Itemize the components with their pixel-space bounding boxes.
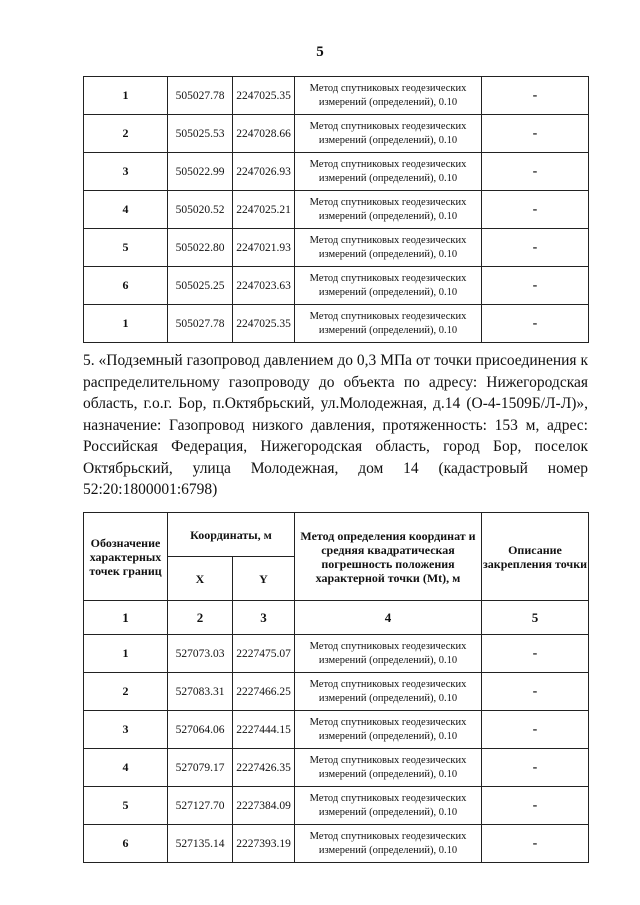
method-cell (295, 77, 482, 115)
point-description: - (482, 825, 589, 863)
table-row (84, 153, 589, 191)
method-line: Метод спутниковых геодезических (309, 120, 467, 132)
method-line: измерений (определений), 0.10 (318, 248, 458, 260)
method-line: измерений (определений), 0.10 (318, 654, 458, 666)
method-line: измерений (определений), 0.10 (318, 692, 458, 704)
coord-y: 2227384.09 (233, 787, 295, 825)
coord-x: 505025.25 (168, 267, 233, 305)
method-line: Метод спутниковых геодезических (309, 754, 467, 766)
coord-x: 527127.70 (168, 787, 233, 825)
coord-x: 527083.31 (168, 673, 233, 711)
coord-y: 2247028.66 (233, 115, 295, 153)
method-line: измерений (определений), 0.10 (318, 96, 458, 108)
point-number: 2 (84, 673, 168, 711)
method-cell (295, 787, 482, 825)
point-description: - (482, 115, 589, 153)
method-line: Метод спутниковых геодезических (309, 792, 467, 804)
header-description: Описание закрепления точки (482, 513, 589, 601)
point-number: 3 (84, 711, 168, 749)
method-cell (295, 191, 482, 229)
page-number: 5 (316, 44, 324, 60)
point-description: - (482, 229, 589, 267)
coord-y: 2227466.25 (233, 673, 295, 711)
coord-y: 2227475.07 (233, 635, 295, 673)
header-method: Метод определения координат и средняя квадратическая погрешность положения характерной точки (Mt), м (295, 513, 482, 601)
point-description: - (482, 305, 589, 343)
point-number: 3 (84, 153, 168, 191)
method-line: Метод спутниковых геодезических (309, 678, 467, 690)
point-description: - (482, 749, 589, 787)
method-line: измерений (определений), 0.10 (318, 172, 458, 184)
method-cell (295, 115, 482, 153)
point-number: 6 (84, 825, 168, 863)
method-line: Метод спутниковых геодезических (309, 272, 467, 284)
method-line: Метод спутниковых геодезических (309, 310, 467, 322)
table-row (84, 305, 589, 343)
point-description: - (482, 267, 589, 305)
coord-x: 505022.80 (168, 229, 233, 267)
coord-x: 527073.03 (168, 635, 233, 673)
coordinates-table-continued (83, 76, 589, 343)
coord-x: 527135.14 (168, 825, 233, 863)
table-row (84, 115, 589, 153)
coord-x: 505027.78 (168, 77, 233, 115)
point-number: 5 (84, 229, 168, 267)
coord-x: 505025.53 (168, 115, 233, 153)
coord-x: 527064.06 (168, 711, 233, 749)
coord-y: 2247023.63 (233, 267, 295, 305)
method-cell (295, 749, 482, 787)
method-cell (295, 635, 482, 673)
table-row (84, 673, 589, 711)
point-number: 1 (84, 305, 168, 343)
table-row (84, 749, 589, 787)
point-number: 5 (84, 787, 168, 825)
coord-y: 2227444.15 (233, 711, 295, 749)
section-5-description: 5. «Подземный газопровод давлением до 0,3 МПа от точки присоединения к распределительному газопроводу до объекта по адресу: Нижегородская область, г.о.г. Бор, п.Октябрьский, ул.Молодежная, д.14 (О-4-1509Б/Л-Л)», назначение: Газопровод низкого давления, протяженность: 153 м, адрес: Российская Федерация, Нижегородская область, город Бор, поселок Октябрьский, улица Молодежная, дом 14 (кадастровый номер 52:20:1800001:6798) (83, 352, 588, 498)
method-cell (295, 305, 482, 343)
header-coords: Координаты, м (168, 513, 295, 557)
column-number: 2 (168, 601, 233, 635)
point-number: 1 (84, 77, 168, 115)
coord-x: 527079.17 (168, 749, 233, 787)
header-y: Y (233, 557, 295, 601)
coord-y: 2227426.35 (233, 749, 295, 787)
method-line: измерений (определений), 0.10 (318, 210, 458, 222)
column-number: 4 (295, 601, 482, 635)
method-cell (295, 229, 482, 267)
method-line: измерений (определений), 0.10 (318, 768, 458, 780)
column-number: 3 (233, 601, 295, 635)
method-line: Метод спутниковых геодезических (309, 830, 467, 842)
column-number: 1 (84, 601, 168, 635)
header-point: Обозначение характерных точек границ (84, 513, 168, 601)
column-number: 5 (482, 601, 589, 635)
table-row (84, 711, 589, 749)
method-cell (295, 153, 482, 191)
method-line: измерений (определений), 0.10 (318, 730, 458, 742)
method-line: Метод спутниковых геодезических (309, 196, 467, 208)
point-description: - (482, 787, 589, 825)
point-description: - (482, 153, 589, 191)
method-line: измерений (определений), 0.10 (318, 844, 458, 856)
point-description: - (482, 77, 589, 115)
coord-x: 505020.52 (168, 191, 233, 229)
table-row (84, 229, 589, 267)
method-line: измерений (определений), 0.10 (318, 286, 458, 298)
method-cell (295, 267, 482, 305)
method-line: Метод спутниковых геодезических (309, 234, 467, 246)
point-number: 2 (84, 115, 168, 153)
header-x: X (168, 557, 233, 601)
point-description: - (482, 711, 589, 749)
method-cell (295, 711, 482, 749)
method-line: измерений (определений), 0.10 (318, 324, 458, 336)
coord-y: 2247025.35 (233, 305, 295, 343)
coord-x: 505022.99 (168, 153, 233, 191)
method-cell (295, 673, 482, 711)
coordinates-table-section-5 (83, 512, 589, 863)
point-description: - (482, 635, 589, 673)
table-row (84, 825, 589, 863)
method-line: Метод спутниковых геодезических (309, 640, 467, 652)
table-row (84, 635, 589, 673)
method-line: измерений (определений), 0.10 (318, 806, 458, 818)
table-row (84, 77, 589, 115)
point-number: 4 (84, 191, 168, 229)
coord-y: 2247026.93 (233, 153, 295, 191)
point-description: - (482, 191, 589, 229)
table-row (84, 191, 589, 229)
method-line: Метод спутниковых геодезических (309, 82, 467, 94)
method-line: Метод спутниковых геодезических (309, 158, 467, 170)
method-cell (295, 825, 482, 863)
table-row (84, 267, 589, 305)
point-number: 4 (84, 749, 168, 787)
coord-y: 2227393.19 (233, 825, 295, 863)
point-number: 6 (84, 267, 168, 305)
coord-y: 2247025.21 (233, 191, 295, 229)
coord-y: 2247021.93 (233, 229, 295, 267)
point-number: 1 (84, 635, 168, 673)
method-line: Метод спутниковых геодезических (309, 716, 467, 728)
point-description: - (482, 673, 589, 711)
table-row (84, 787, 589, 825)
coord-y: 2247025.35 (233, 77, 295, 115)
coord-x: 505027.78 (168, 305, 233, 343)
method-line: измерений (определений), 0.10 (318, 134, 458, 146)
